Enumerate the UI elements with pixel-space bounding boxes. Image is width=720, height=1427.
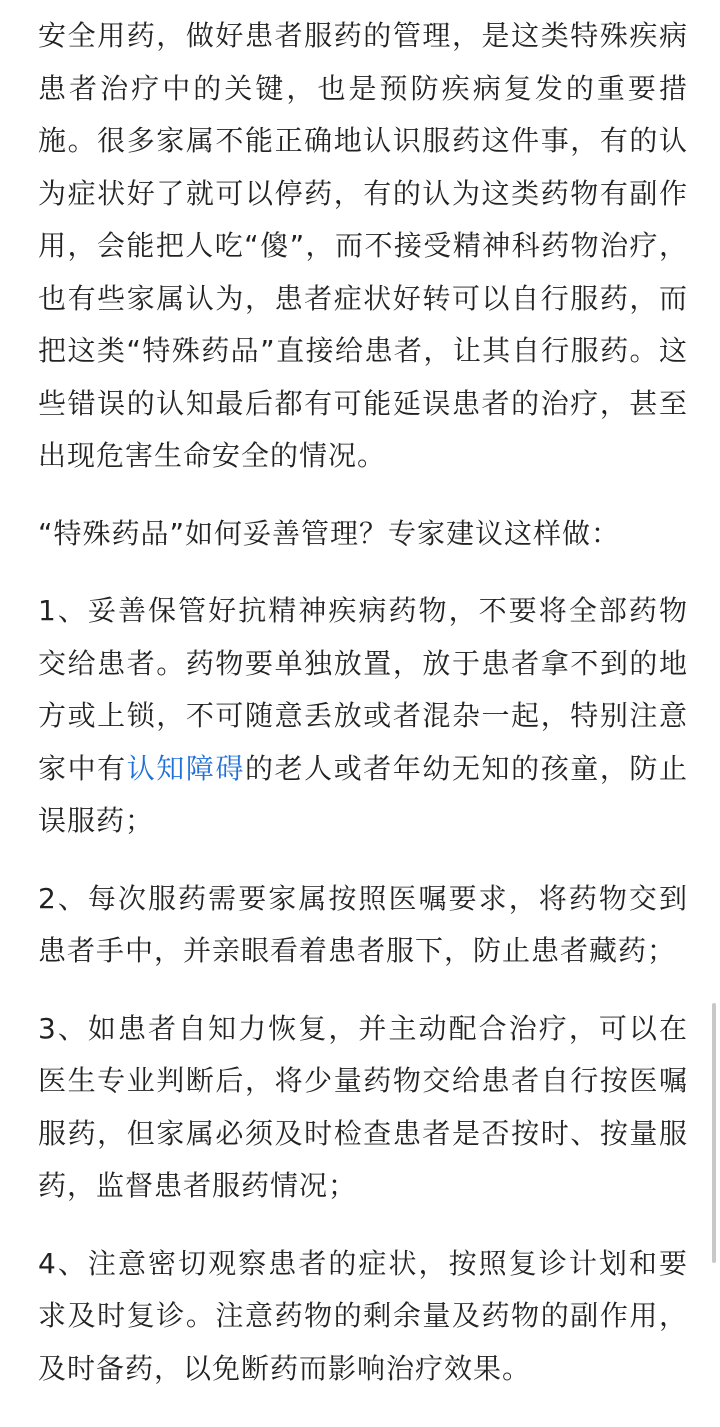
paragraph-item-1-text-b: 的老人或者年幼无知的孩童，防止误服药； — [38, 751, 688, 837]
paragraph-item-2: 2、每次服药需要家属按照医嘱要求，将药物交到患者手中，并亲眼看着患者服下，防止患者藏药； — [38, 881, 688, 967]
scrollbar-thumb[interactable] — [712, 1003, 716, 1263]
cognitive-disorder-link[interactable]: 认知障碍 — [126, 751, 245, 785]
paragraph-item-3: 3、如患者自知力恢复，并主动配合治疗，可以在医生专业判断后，将少量药物交给患者自行按医嘱服药，但家属必须及时检查患者是否按时、按量服药，监督患者服药情况； — [38, 1011, 688, 1202]
article-body — [38, 10, 688, 1395]
paragraph-question: “特殊药品”如何妥善管理？专家建议这样做： — [38, 516, 621, 550]
paragraph-intro: 安全用药，做好患者服药的管理，是这类特殊疾病患者治疗中的关键，也是预防疾病复发的重要措施。很多家属不能正确地认识服药这件事，有的认为症状好了就可以停药，有的认为这类药物有副作用，会能把人吃“傻”，而不接受精神科药物治疗，也有些家属认为，患者症状好转可以自行服药，而把这类“特殊药品”直接给患者，让其自行服药。这些错误的认知最后都有可能延误患者的治疗，甚至出现危害生命安全的情况。 — [38, 19, 688, 472]
paragraph-item-4: 4、注意密切观察患者的症状，按照复诊计划和要求及时复诊。注意药物的剩余量及药物的副作用，及时备药，以免断药而影响治疗效果。 — [38, 1246, 688, 1385]
paragraph-item-1-text-a: 1、妥善保管好抗精神疾病药物，不要将全部药物交给患者。药物要单独放置，放于患者拿不到的地方或上锁，不可随意丢放或者混杂一起，特别注意家中有 — [38, 594, 688, 785]
paragraph-item-1 — [38, 585, 688, 848]
